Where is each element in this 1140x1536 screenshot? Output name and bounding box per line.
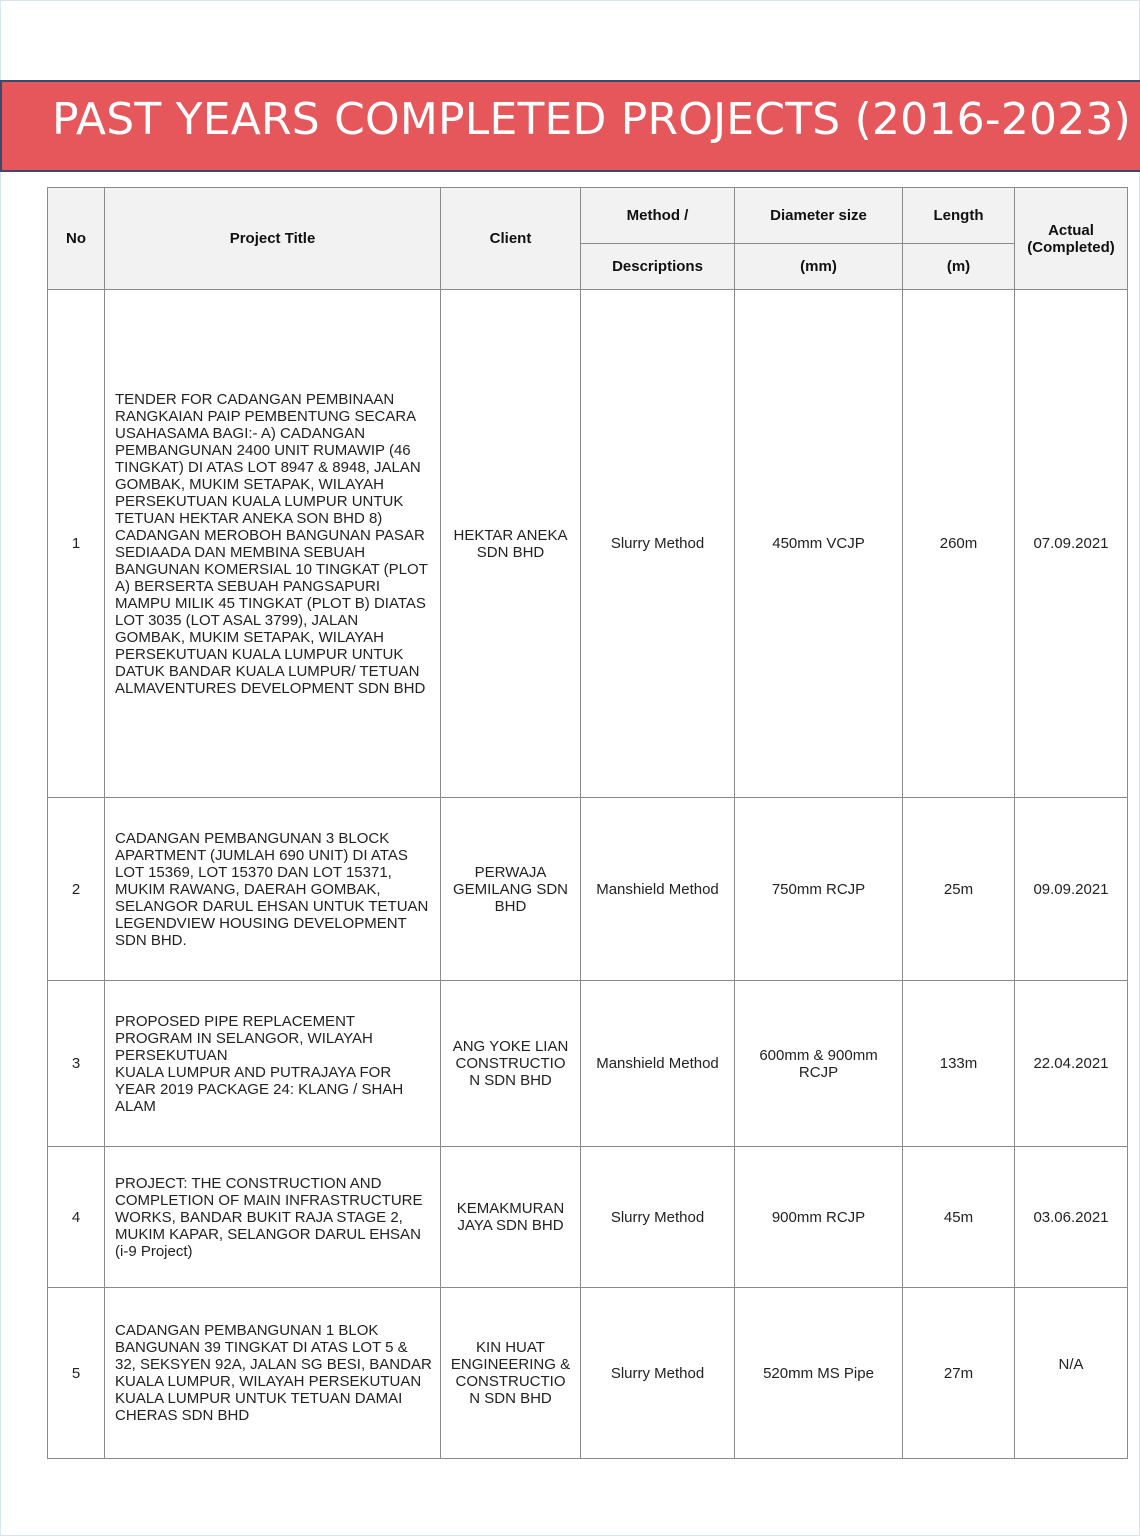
table-row (48, 981, 1128, 1147)
client-name: HEKTAR ANEKA SDN BHD (441, 290, 581, 798)
completed-date: 03.06.2021 (1015, 1147, 1128, 1288)
col-header-client: Client (441, 188, 581, 290)
col-header-actual: Actual (Completed) (1015, 188, 1128, 290)
project-title: CADANGAN PEMBANGUNAN 1 BLOK BANGUNAN 39 TINGKAT DI ATAS LOT 5 & 32, SEKSYEN 92A, JALAN SG BESI, BANDAR KUALA LUMPUR, WILAYAH PERSEKUTUAN KUALA LUMPUR UNTUK TETUAN DAMAI CHERAS SDN BHD (105, 1288, 441, 1459)
row-number: 4 (48, 1147, 105, 1288)
method: Slurry Method (581, 290, 735, 798)
col-header-diameter-unit: (mm) (735, 244, 903, 290)
col-header-project-title: Project Title (105, 188, 441, 290)
diameter: 600mm & 900mm RCJP (735, 981, 903, 1147)
table-row (48, 1147, 1128, 1288)
length: 27m (903, 1288, 1015, 1459)
table-row (48, 798, 1128, 981)
diameter: 900mm RCJP (735, 1147, 903, 1288)
project-title: PROJECT: THE CONSTRUCTION AND COMPLETION OF MAIN INFRASTRUCTURE WORKS, BANDAR BUKIT RAJA STAGE 2, MUKIM KAPAR, SELANGOR DARUL EHSAN (i-9 Project) (105, 1147, 441, 1288)
row-number: 3 (48, 981, 105, 1147)
table-row (48, 290, 1128, 798)
client-name: KIN HUAT ENGINEERING & CONSTRUCTIO N SDN BHD (441, 1288, 581, 1459)
header-row-top (48, 188, 1128, 244)
completed-date: 09.09.2021 (1015, 798, 1128, 981)
completed-date: 22.04.2021 (1015, 981, 1128, 1147)
client-name: ANG YOKE LIAN CONSTRUCTIO N SDN BHD (441, 981, 581, 1147)
project-title: CADANGAN PEMBANGUNAN 3 BLOCK APARTMENT (JUMLAH 690 UNIT) DI ATAS LOT 15369, LOT 15370 DAN LOT 15371, MUKIM RAWANG, DAERAH GOMBAK, SELANGOR DARUL EHSAN UNTUK TETUAN LEGENDVIEW HOUSING DEVELOPMENT SDN BHD. (105, 798, 441, 981)
col-header-method-sub: Descriptions (581, 244, 735, 290)
length: 260m (903, 290, 1015, 798)
col-header-length: Length (903, 188, 1015, 244)
col-header-method: Method / (581, 188, 735, 244)
row-number: 5 (48, 1288, 105, 1459)
diameter: 750mm RCJP (735, 798, 903, 981)
method: Slurry Method (581, 1288, 735, 1459)
method: Slurry Method (581, 1147, 735, 1288)
row-number: 1 (48, 290, 105, 798)
method: Manshield Method (581, 981, 735, 1147)
project-title: TENDER FOR CADANGAN PEMBINAAN RANGKAIAN PAIP PEMBENTUNG SECARA USAHASAMA BAGI:- A) CADANGAN PEMBANGUNAN 2400 UNIT RUMAWIP (46 TINGKAT) DI ATAS LOT 8947 & 8948, JALAN GOMBAK, MUKIM SETAPAK, WILAYAH PERSEKUTUAN KUALA LUMPUR UNTUK TETUAN HEKTAR ANEKA SON BHD 8) CADANGAN MEROBOH BANGUNAN PASAR SEDIAADA DAN MEMBINA SEBUAH BANGUNAN KOMERSIAL 10 TINGKAT (PLOT A) BERSERTA SEBUAH PANGSAPURI MAMPU MILIK 45 TINGKAT (PLOT B) DIATAS LOT 3035 (LOT ASAL 3799), JALAN GOMBAK, MUKIM SETAPAK, WILAYAH PERSEKUTUAN KUALA LUMPUR UNTUK DATUK BANDAR KUALA LUMPUR/ TETUAN ALMAVENTURES DEVELOPMENT SDN BHD (105, 290, 441, 798)
diameter: 450mm VCJP (735, 290, 903, 798)
method: Manshield Method (581, 798, 735, 981)
diameter: 520mm MS Pipe (735, 1288, 903, 1459)
completed-date: N/A (1015, 1288, 1128, 1459)
project-title-line: KUALA LUMPUR AND PUTRAJAYA FOR YEAR 2019 PACKAGE 24: KLANG / SHAH ALAM (115, 1063, 404, 1115)
length: 45m (903, 1147, 1015, 1288)
project-title-line: PROPOSED PIPE REPLACEMENT PROGRAM IN SELANGOR, WILAYAH PERSEKUTUAN (115, 1012, 373, 1064)
table-row (48, 1288, 1128, 1459)
page-title: PAST YEARS COMPLETED PROJECTS (2016-2023) (52, 94, 1131, 145)
row-number: 2 (48, 798, 105, 981)
col-header-no: No (48, 188, 105, 290)
title-banner (0, 80, 1140, 172)
projects-table (47, 187, 1128, 1459)
client-name: KEMAKMURAN JAYA SDN BHD (441, 1147, 581, 1288)
length: 25m (903, 798, 1015, 981)
project-title (105, 981, 441, 1147)
col-header-length-unit: (m) (903, 244, 1015, 290)
client-name: PERWAJA GEMILANG SDN BHD (441, 798, 581, 981)
length: 133m (903, 981, 1015, 1147)
col-header-diameter: Diameter size (735, 188, 903, 244)
completed-date: 07.09.2021 (1015, 290, 1128, 798)
